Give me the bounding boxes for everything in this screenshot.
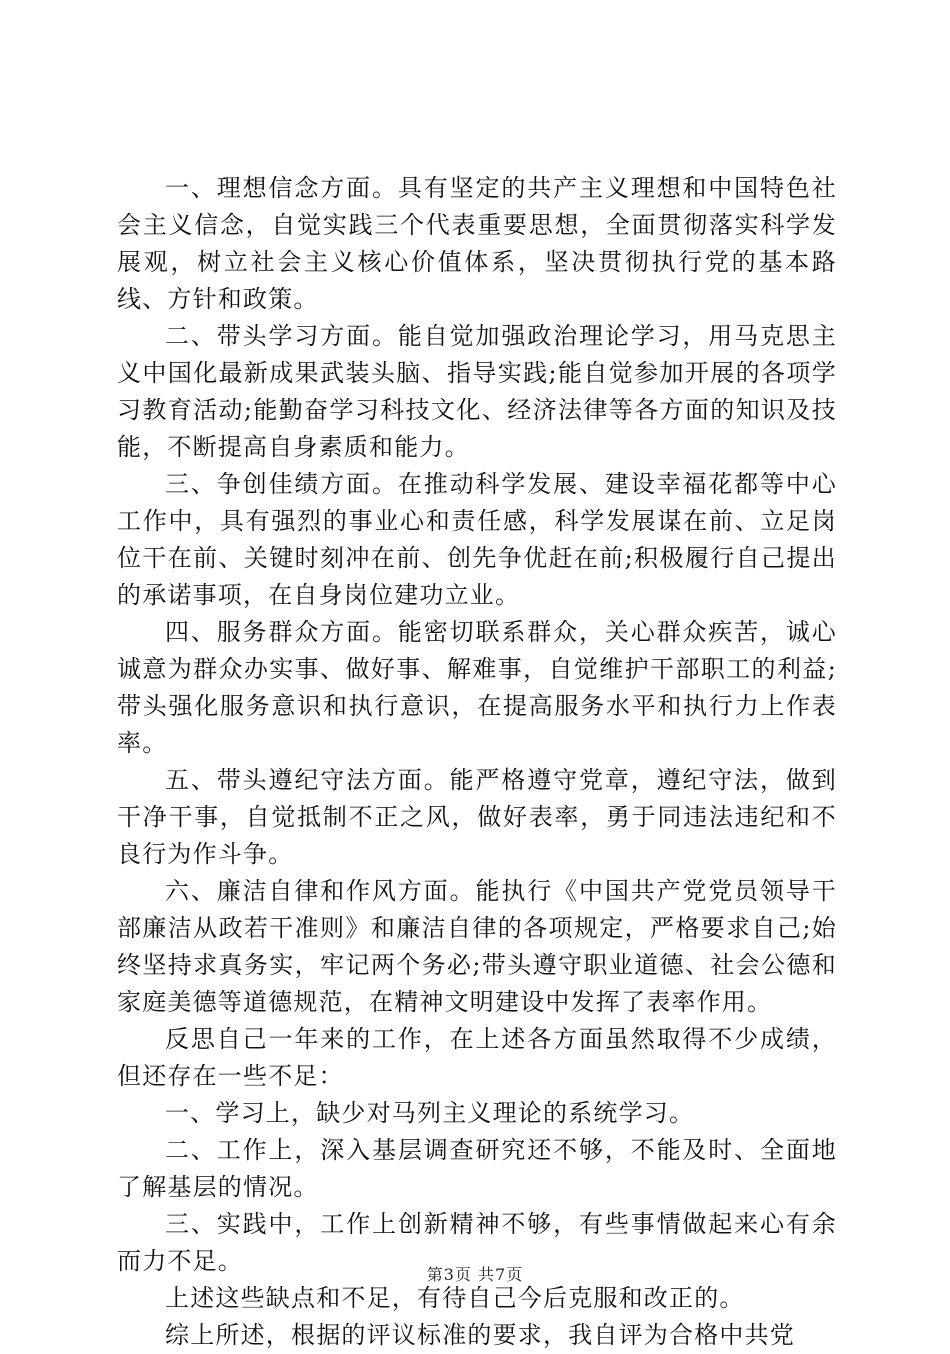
paragraph-conclusion: 综上所述，根据的评议标准的要求，我自评为合格中共党 — [165, 1321, 795, 1349]
paragraph-shortcoming-work: 二、工作上，深入基层调查研究还不够，不能及时、全面地了解基层的情况。 — [117, 1136, 837, 1201]
paragraph-study: 二、带头学习方面。能自觉加强政治理论学习，用马克思主义中国化最新成果武装头脑、指导实践;能自觉参加开展的各项学习教育活动;能勤奋学习科技文化、经济法律等各方面的知识及技能，不断提高自身素质和能力。 — [117, 322, 837, 461]
paragraph-integrity: 六、廉洁自律和作风方面。能执行《中国共产党党员领导干部廉洁从政若干准则》和廉洁自律的各项规定，严格要求自己;始终坚持求真务实，牢记两个务必;带头遵守职业道德、社会公德和家庭美德等道德规范，在精神文明建设中发挥了表率作用。 — [117, 877, 837, 1016]
paragraph-shortcoming-study: 一、学习上，缺少对马列主义理论的系统学习。 — [165, 1099, 695, 1127]
paragraph-ideals-beliefs: 一、理想信念方面。具有坚定的共产主义理想和中国特色社会主义信念，自觉实践三个代表重要思想，全面贯彻落实科学发展观，树立社会主义核心价值体系，坚决贯彻执行党的基本路线、方针和政策。 — [117, 174, 837, 313]
paragraph-correction: 上述这些缺点和不足，有待自己今后克服和改正的。 — [165, 1284, 745, 1312]
paragraph-law-abiding: 五、带头遵纪守法方面。能严格遵守党章，遵纪守法，做到干净干事，自觉抵制不正之风，做好表率，勇于同违法违纪和不良行为作斗争。 — [117, 766, 837, 868]
paragraph-achievements: 三、争创佳绩方面。在推动科学发展、建设幸福花都等中心工作中，具有强烈的事业心和责任感，科学发展谋在前、立足岗位干在前、关键时刻冲在前、创先争优赶在前;积极履行自己提出的承诺事项，在自身岗位建功立业。 — [117, 470, 837, 609]
paragraph-shortcoming-practice: 三、实践中，工作上创新精神不够，有些事情做起来心有余而力不足。 — [117, 1210, 837, 1275]
paragraph-serving-masses: 四、服务群众方面。能密切联系群众，关心群众疾苦，诚心诚意为群众办实事、做好事、解难事，自觉维护干部职工的利益;带头强化服务意识和执行意识，在提高服务水平和执行力上作表率。 — [117, 618, 837, 757]
page-number-footer: 第3页 共7页 — [426, 1265, 524, 1284]
paragraph-reflection: 反思自己一年来的工作，在上述各方面虽然取得不少成绩，但还存在一些不足： — [117, 1025, 837, 1090]
document-body — [117, 170, 837, 1354]
